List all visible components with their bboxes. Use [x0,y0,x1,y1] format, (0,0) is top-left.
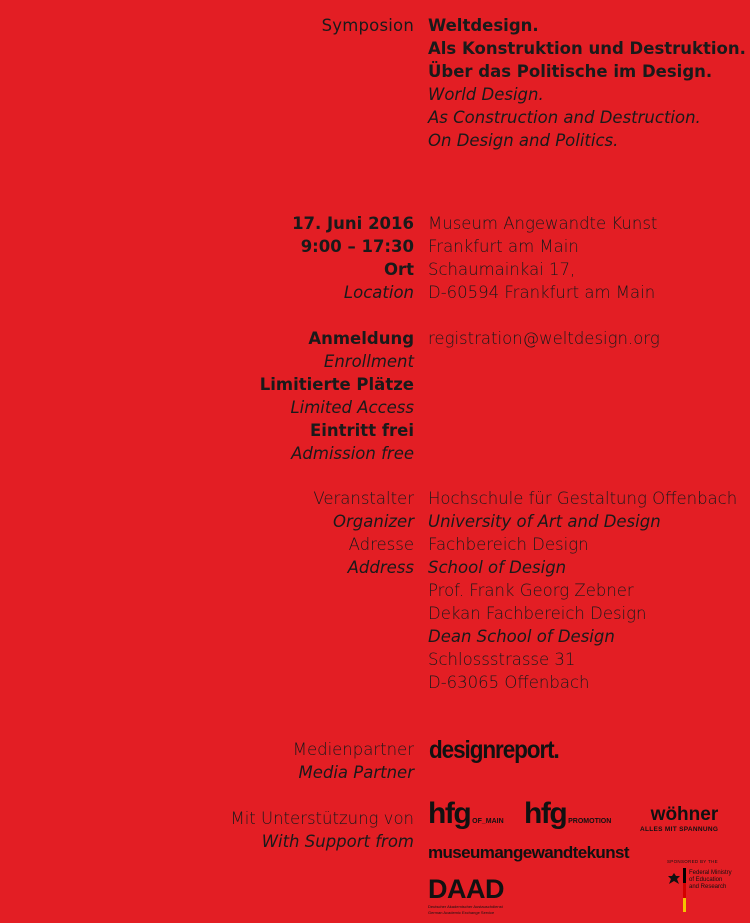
venue-line-2: Frankfurt am Main [428,237,579,256]
limited-label: Limitierte Plätze [259,375,414,394]
limited-label-en: Limited Access [290,398,414,417]
title-de-line-2: Als Konstruktion und Destruktion. [428,39,746,58]
museum-angewandte-kunst-logo: museumangewandtekunst [428,843,629,862]
media-label-en: Media Partner [298,763,414,782]
admission-label-en: Admission free [291,444,414,463]
symposion-label: Symposion [321,16,414,35]
hfg-promotion-logo: hfg PROMOTION [524,797,612,830]
title-en-line-2: As Construction and Destruction. [428,108,701,127]
admission-label: Eintritt frei [309,421,414,440]
organizer-role-en: Dean School of Design [428,627,615,646]
event-time: 9:00 – 17:30 [300,237,414,256]
address-label-en: Address [347,558,414,577]
title-en-line-3: On Design and Politics. [428,131,619,150]
organizer-label: Veranstalter [313,489,414,508]
symposion-title [428,14,746,152]
woehner-logo: wöhner ALLES MIT SPANNUNG [640,804,719,833]
organizer-city: D-63065 Offenbach [428,673,590,692]
hfg-main-logo: hfg OF_MAIN [428,797,504,830]
organizer-dept: Fachbereich Design [428,535,589,554]
location-label: Ort [383,260,414,279]
registration-label: Anmeldung [308,329,414,348]
german-flag-bar [683,868,686,912]
organizer-name: Hochschule für Gestaltung Offenbach [428,489,738,508]
venue-line-1: Museum Angewandte Kunst [428,214,658,233]
address-label: Adresse [348,535,414,554]
registration-email-link[interactable]: registration@weltdesign.org [428,329,660,348]
title-en-line-1: World Design. [428,85,544,104]
organizer-person: Prof. Frank Georg Zebner [428,581,634,600]
venue-line-3: Schaumainkai 17, [428,260,576,279]
organizer-dept-en: School of Design [428,558,567,577]
bmbf-logo: SPONSORED BY THE Federal Ministry of Education and Research [667,858,737,871]
daad-logo: DAAD Deutscher Akademischer Austauschdienst German Academic Exchange Service [428,874,504,915]
media-label: Medienpartner [292,740,414,759]
registration-label-en: Enrollment [323,352,414,371]
federal-eagle-icon [667,872,681,889]
organizer-role: Dekan Fachbereich Design [428,604,647,623]
venue-line-4: D-60594 Frankfurt am Main [428,283,656,302]
organizer-label-en: Organizer [333,512,414,531]
organizer-name-en: University of Art and Design [428,512,661,531]
support-label: Mit Unterstützung von [230,809,414,828]
designreport-logo: designreport. [429,736,559,764]
organizer-street: Schlossstrasse 31 [428,650,576,669]
event-date: 17. Juni 2016 [292,214,414,233]
title-de-line-1: Weltdesign. [428,16,539,35]
location-label-en: Location [343,283,414,302]
support-label-en: With Support from [261,832,414,851]
title-de-line-3: Über das Politische im Design. [428,62,713,81]
